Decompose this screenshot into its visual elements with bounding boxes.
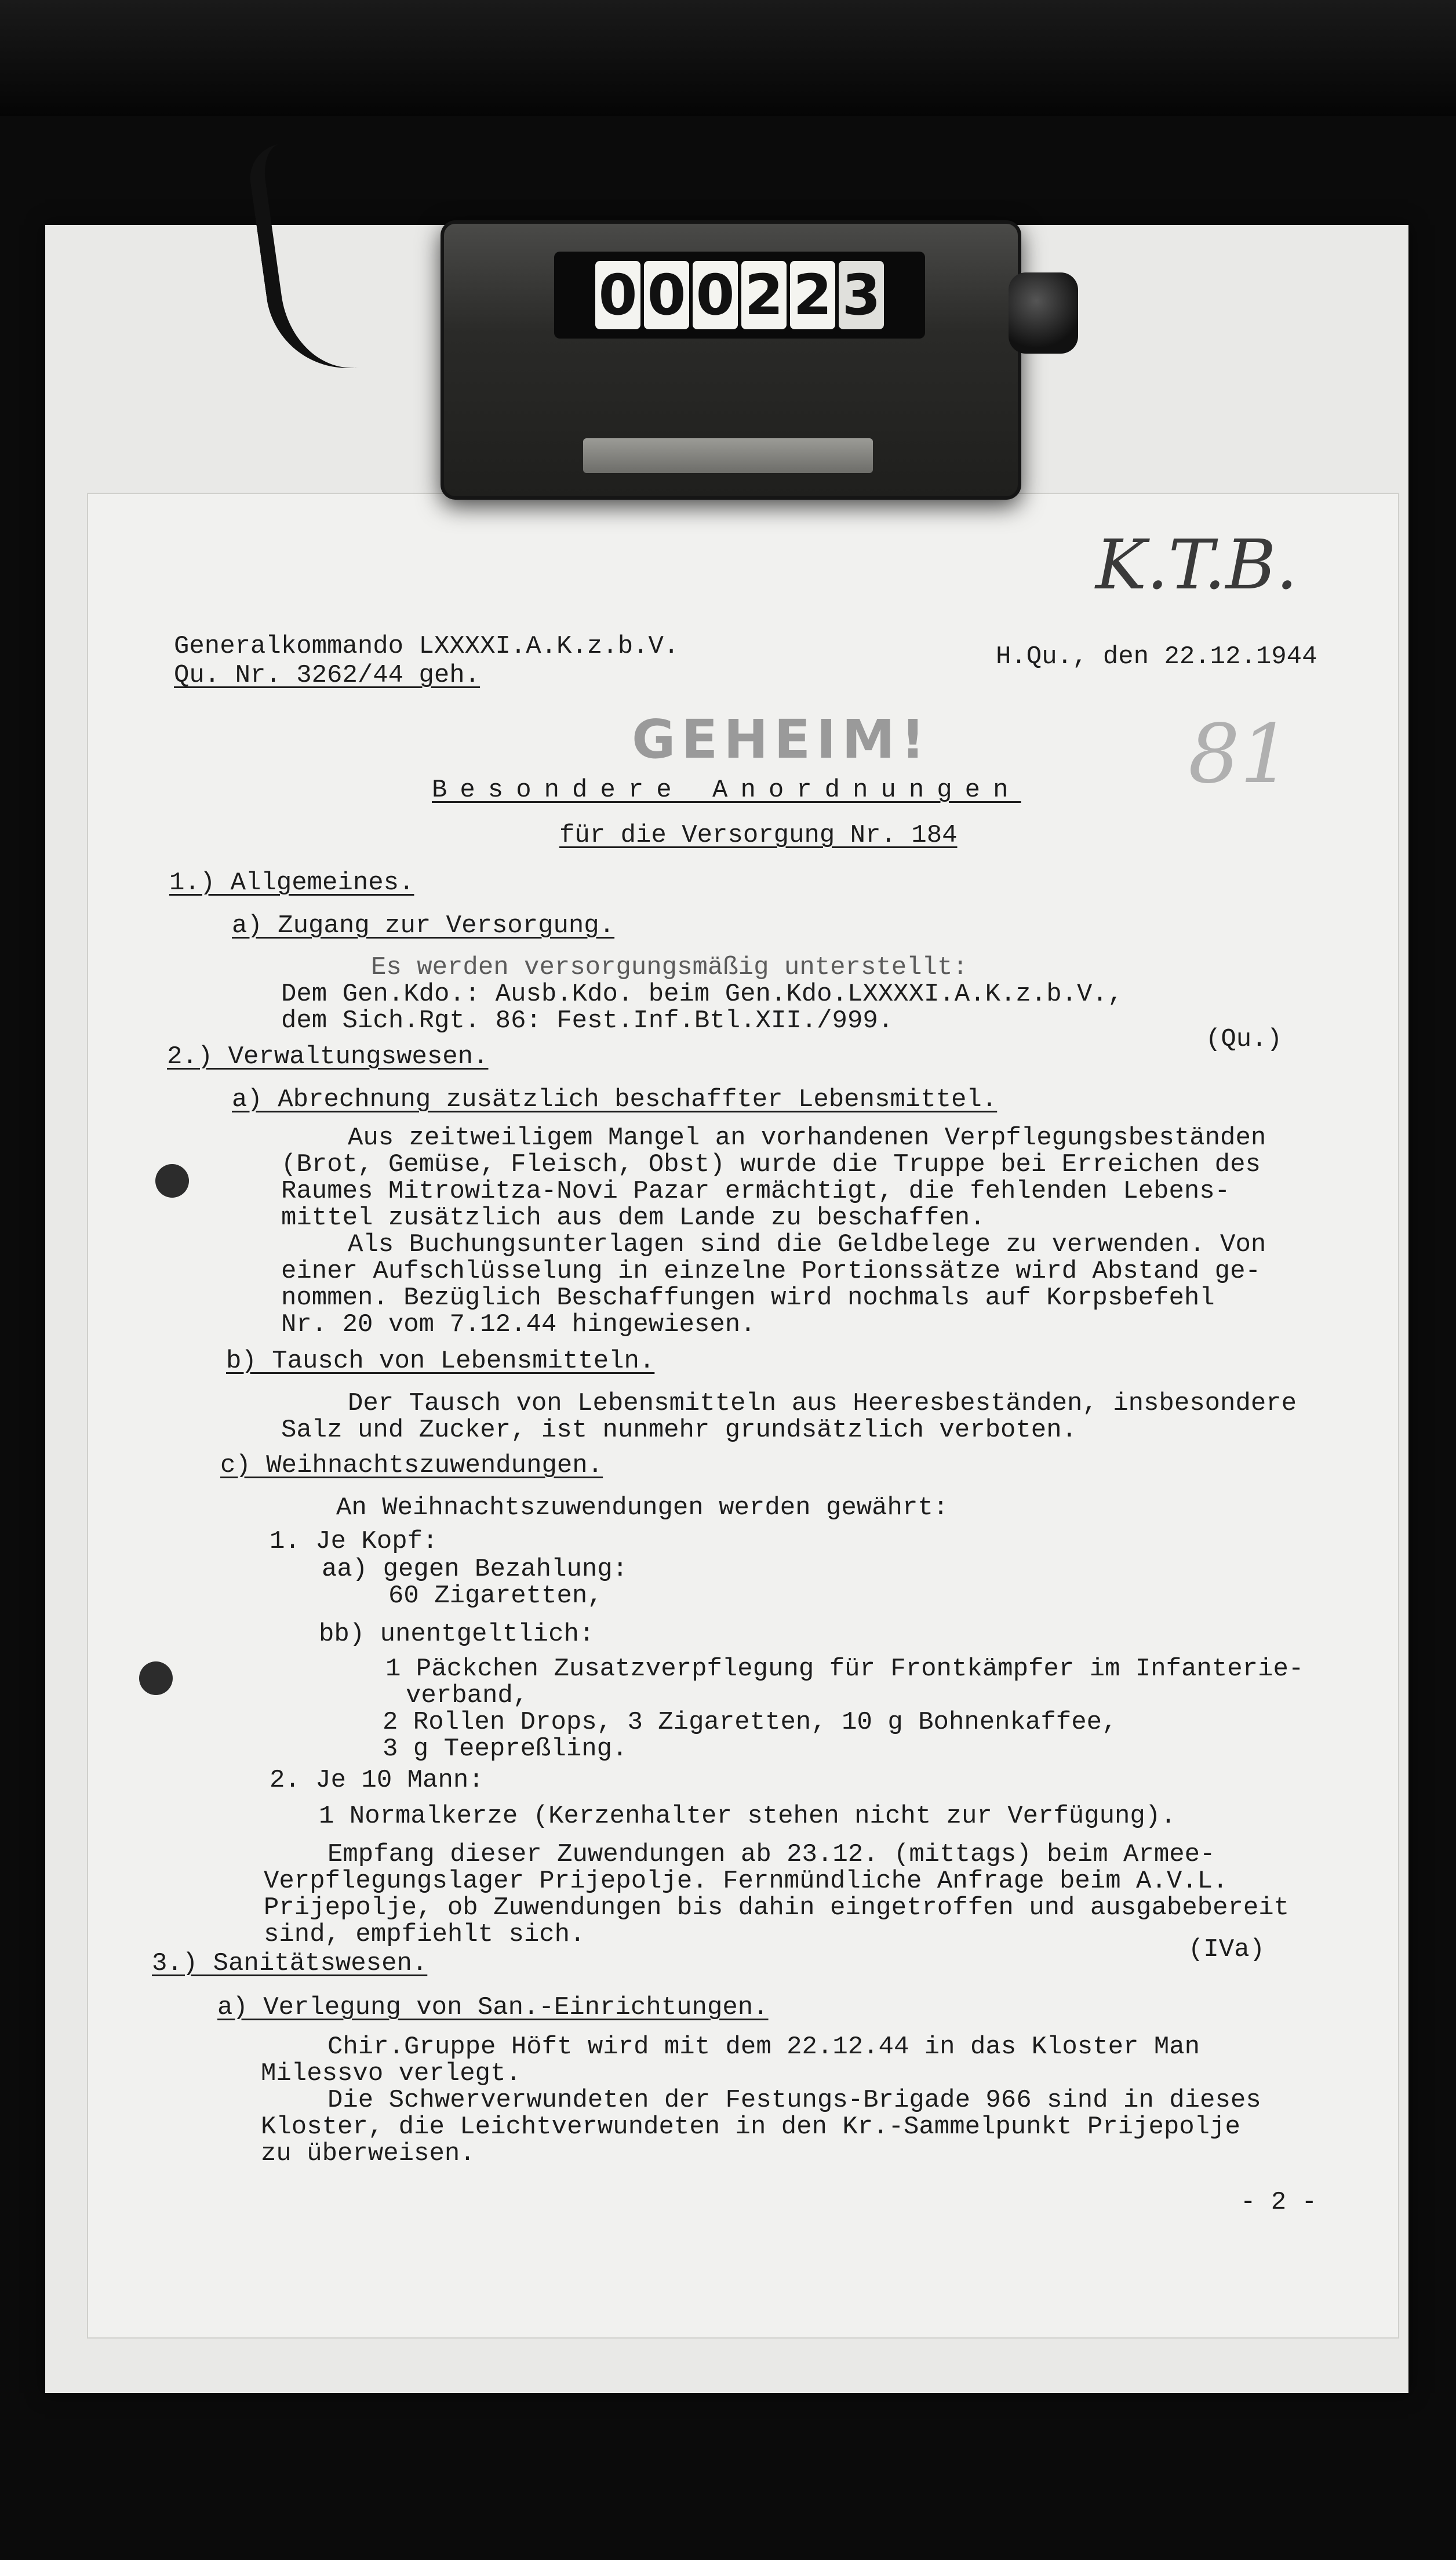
- section-3-heading: 3.) Sanitätswesen.: [152, 1949, 428, 1978]
- text-line: 1 Normalkerze (Kerzenhalter stehen nicht zur Verfügung).: [319, 1802, 1176, 1831]
- header-org: Generalkommando LXXXXI.A.K.z.b.V.: [174, 632, 679, 661]
- text-line: verband,: [406, 1681, 529, 1710]
- text-line: Als Buchungsunterlagen sind die Geldbelege zu verwenden. Von: [348, 1230, 1266, 1259]
- text-line: Milessvo verlegt.: [261, 2059, 521, 2088]
- text-line: Der Tausch von Lebensmitteln aus Heeresbeständen, insbesondere: [348, 1389, 1297, 1418]
- doc-subtitle: für die Versorgung Nr. 184: [559, 821, 958, 850]
- text-line: nommen. Bezüglich Beschaffungen wird nochmals auf Korpsbefehl: [281, 1283, 1215, 1312]
- text-line: 2 Rollen Drops, 3 Zigaretten, 10 g Bohnenkaffee,: [383, 1708, 1118, 1737]
- counter-digit: 0: [595, 261, 640, 329]
- punch-hole: [155, 1164, 189, 1198]
- text-line: einer Aufschlüsselung in einzelne Portionssätze wird Abstand ge-: [281, 1257, 1261, 1286]
- counter-digit: 0: [644, 261, 689, 329]
- text-line: Kloster, die Leichtverwundeten in den Kr.-Sammelpunkt Prijepolje: [261, 2112, 1240, 2141]
- text-line: Chir.Gruppe Höft wird mit dem 22.12.44 in das Kloster Man: [327, 2032, 1200, 2061]
- text-line: (Brot, Gemüse, Fleisch, Obst) wurde die Truppe bei Erreichen des: [281, 1150, 1261, 1179]
- text-line: Nr. 20 vom 7.12.44 hingewiesen.: [281, 1310, 756, 1339]
- counter-window: [554, 252, 925, 339]
- section-2b-heading: b) Tausch von Lebensmitteln.: [226, 1347, 655, 1376]
- text-line: Es werden versorgungsmäßig unterstellt:: [371, 953, 968, 982]
- text-line: Verpflegungslager Prijepolje. Fernmündliche Anfrage beim A.V.L.: [264, 1867, 1228, 1896]
- header-reference: Qu. Nr. 3262/44 geh.: [174, 661, 481, 690]
- section-3a-heading: a) Verlegung von San.-Einrichtungen.: [217, 1993, 769, 2022]
- next-page-marker: - 2 -: [1240, 2188, 1317, 2217]
- text-line: sind, empfiehlt sich.: [264, 1920, 585, 1949]
- handwritten-page-number: 81: [1188, 707, 1292, 802]
- text-line: dem Sich.Rgt. 86: Fest.Inf.Btl.XII./999.: [281, 1006, 894, 1035]
- department-code: (IVa): [1188, 1935, 1265, 1964]
- section-1-heading: 1.) Allgemeines.: [169, 868, 414, 897]
- text-line: An Weihnachtszuwendungen werden gewährt:: [336, 1493, 949, 1522]
- handwritten-ktb: K.T.B.: [1095, 525, 1298, 605]
- text-line: zu überweisen.: [261, 2139, 475, 2168]
- doc-title: Besondere Anordnungen: [432, 776, 1021, 805]
- section-1a-heading: a) Zugang zur Versorgung.: [232, 911, 615, 940]
- text-line: Raumes Mitrowitza-Novi Pazar ermächtigt, die fehlenden Lebens-: [281, 1177, 1231, 1206]
- section-2a-heading: a) Abrechnung zusätzlich beschaffter Lebensmittel.: [232, 1085, 998, 1114]
- text-line: Salz und Zucker, ist nunmehr grundsätzlich verboten.: [281, 1416, 1078, 1445]
- text-line: 1 Päckchen Zusatzverpflegung für Frontkämpfer im Infanterie-: [385, 1654, 1304, 1683]
- header-date: H.Qu., den 22.12.1944: [996, 642, 1317, 671]
- department-code: (Qu.): [1206, 1025, 1283, 1054]
- text-line: Empfang dieser Zuwendungen ab 23.12. (mittags) beim Armee-: [327, 1840, 1215, 1869]
- counter-digit: 2: [741, 261, 787, 329]
- counter-digit: 2: [790, 261, 835, 329]
- text-line: mittel zusätzlich aus dem Lande zu beschaffen.: [281, 1203, 985, 1232]
- section-2c-heading: c) Weihnachtszuwendungen.: [220, 1451, 603, 1480]
- text-line: Aus zeitweiligem Mangel an vorhandenen Verpflegungsbeständen: [348, 1123, 1266, 1152]
- text-line: 1. Je Kopf:: [270, 1527, 438, 1556]
- punch-hole: [139, 1661, 173, 1695]
- film-border: [0, 0, 1456, 116]
- text-line: aa) gegen Bezahlung:: [322, 1555, 628, 1584]
- counter-label-plate: [583, 438, 873, 473]
- text-line: bb) unentgeltlich:: [319, 1620, 595, 1649]
- text-line: Dem Gen.Kdo.: Ausb.Kdo. beim Gen.Kdo.LXXXXI.A.K.z.b.V.,: [281, 980, 1123, 1009]
- text-line: 3 g Teepreßling.: [383, 1734, 628, 1763]
- counter-digit: 3: [839, 261, 884, 329]
- text-line: 60 Zigaretten,: [388, 1581, 603, 1610]
- text-line: Prijepolje, ob Zuwendungen bis dahin eingetroffen und ausgabebereit: [264, 1893, 1290, 1922]
- counter-digit: 0: [693, 261, 738, 329]
- text-line: 2. Je 10 Mann:: [270, 1766, 484, 1795]
- counter-knob: [1009, 272, 1078, 354]
- text-line: Die Schwerverwundeten der Festungs-Brigade 966 sind in dieses: [327, 2086, 1261, 2115]
- secret-stamp: GEHEIM!: [632, 708, 931, 770]
- section-2-heading: 2.) Verwaltungswesen.: [167, 1042, 489, 1071]
- frame-counter-device: [441, 220, 1021, 500]
